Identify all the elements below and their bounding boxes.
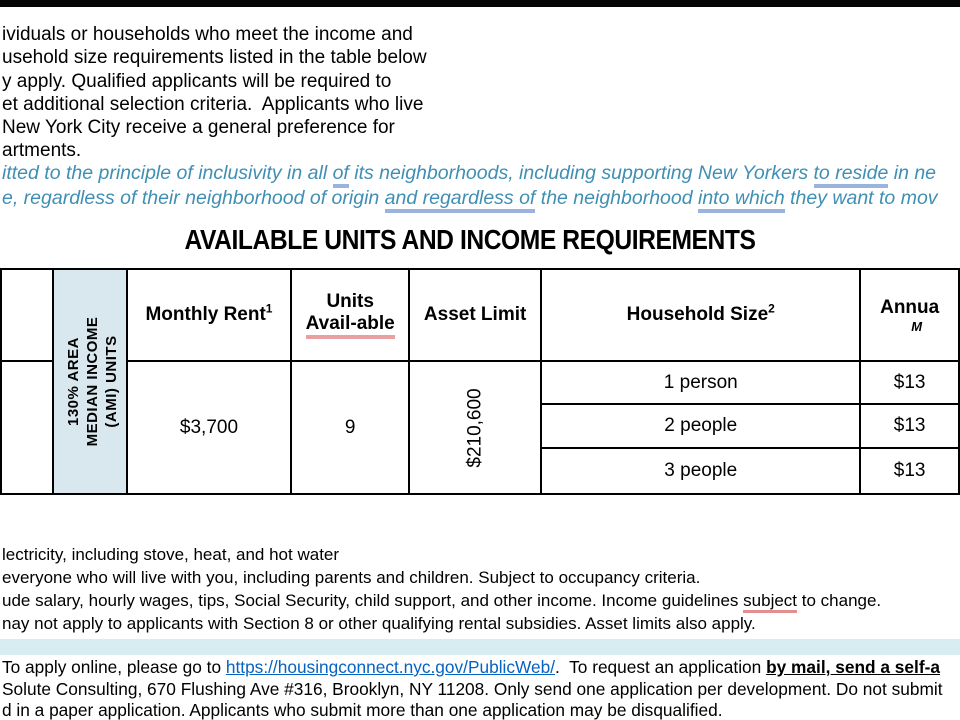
apply-line bbox=[2, 679, 960, 701]
household-size-header: Household Size$^2$ bbox=[541, 269, 860, 361]
inclusivity-line bbox=[2, 161, 960, 186]
annual-income-value: $13 bbox=[860, 448, 959, 494]
annual-income-value: $13 bbox=[860, 404, 959, 448]
text-segment: Solute Consulting, 670 Flushing Ave #316, Brooklyn, NY 11208. Only send one application per development. Do not submit bbox=[2, 678, 943, 699]
intro-line: artments. bbox=[2, 140, 82, 162]
text-segment: subject bbox=[743, 591, 797, 613]
ami-band-label: 130% AREA MEDIAN INCOME (AMI) UNITS bbox=[65, 316, 121, 447]
text-segment: lectricity, including stove, heat, and hot water bbox=[2, 545, 340, 564]
annual-income-header: Annua M bbox=[860, 269, 959, 361]
available-units-table bbox=[0, 268, 960, 495]
text-segment: by mail, send a self-a bbox=[766, 657, 940, 677]
text-segment: nay not apply to applicants with Section 8 or other qualifying rental subsidies. Asset limits also apply. bbox=[2, 614, 756, 633]
text-segment: they want to mov bbox=[784, 187, 938, 209]
household-size-value: 2 people bbox=[541, 404, 860, 448]
highlight-divider-bar bbox=[0, 639, 960, 655]
asset-limit-value-cell bbox=[409, 361, 541, 494]
monthly-rent-header: Monthly Rent$^1$ bbox=[127, 269, 292, 361]
footnote-marker: 2 bbox=[768, 301, 775, 316]
footnote-line bbox=[2, 612, 960, 635]
text-segment: . To request an application bbox=[555, 657, 767, 677]
apply-line bbox=[2, 700, 960, 720]
household-size-value: 1 person bbox=[541, 361, 860, 404]
footnote-marker: 1 bbox=[265, 301, 273, 316]
units-available-header: Units Avail-able bbox=[291, 269, 409, 361]
housingconnect-link[interactable]: https://housingconnect.nyc.gov/PublicWeb/ bbox=[225, 657, 556, 677]
intro-paragraph bbox=[2, 23, 472, 163]
text-segment: to reside bbox=[814, 162, 889, 188]
text-segment: the neighborhood bbox=[535, 187, 698, 209]
apply-line bbox=[2, 657, 960, 679]
table-title: AVAILABLE UNITS AND INCOME REQUIREMENTS bbox=[184, 224, 756, 255]
apply-instructions bbox=[2, 657, 960, 720]
ami-band-cell bbox=[53, 269, 126, 494]
inclusivity-line bbox=[2, 186, 960, 211]
intro-line: ividuals or households who meet the income and bbox=[2, 24, 413, 45]
text-segment: its neighborhoods, including supporting New Yorkers bbox=[348, 162, 814, 184]
intro-line: New York City receive a general preference for bbox=[2, 117, 395, 139]
text-segment: d in a paper application. Applicants who submit more than one application may be disqualified. bbox=[2, 700, 723, 720]
intro-line: y apply. Qualified applicants will be required to bbox=[2, 70, 392, 92]
top-black-bar bbox=[0, 0, 960, 7]
inclusivity-statement bbox=[2, 161, 960, 211]
footnote-line bbox=[2, 543, 960, 566]
text-segment: into which bbox=[698, 187, 785, 213]
text-segment: of bbox=[333, 162, 349, 188]
annual-income-value: $13 bbox=[860, 361, 959, 404]
monthly-rent-value: $3,700 bbox=[127, 361, 292, 494]
intro-line: usehold size requirements listed in the table below bbox=[2, 47, 427, 69]
text-segment: itted to the principle of inclusivity in all bbox=[2, 162, 333, 184]
asset-limit-value: $210,600 bbox=[464, 388, 486, 468]
intro-line: et additional selection criteria. Applicants who live bbox=[2, 93, 424, 115]
cropped-left-header-cell bbox=[1, 269, 53, 361]
text-segment: e, regardless of their neighborhood of origin bbox=[2, 187, 385, 209]
text-segment: ude salary, hourly wages, tips, Social Security, child support, and other income. Income guidelines bbox=[2, 591, 744, 610]
text-segment: in ne bbox=[888, 162, 937, 184]
cropped-left-body-cell bbox=[1, 361, 53, 494]
text-segment: everyone who will live with you, including parents and children. Subject to occupancy criteria. bbox=[2, 568, 701, 587]
household-size-value: 3 people bbox=[541, 448, 860, 494]
text-segment: To apply online, please go to bbox=[2, 657, 226, 677]
footnote-line bbox=[2, 566, 960, 589]
asset-limit-header: Asset Limit bbox=[409, 269, 541, 361]
footnotes-block bbox=[2, 543, 960, 635]
units-available-value: 9 bbox=[291, 361, 409, 494]
text-segment: and regardless of bbox=[385, 187, 536, 213]
footnote-line bbox=[2, 589, 960, 612]
text-segment: to change. bbox=[797, 591, 882, 610]
